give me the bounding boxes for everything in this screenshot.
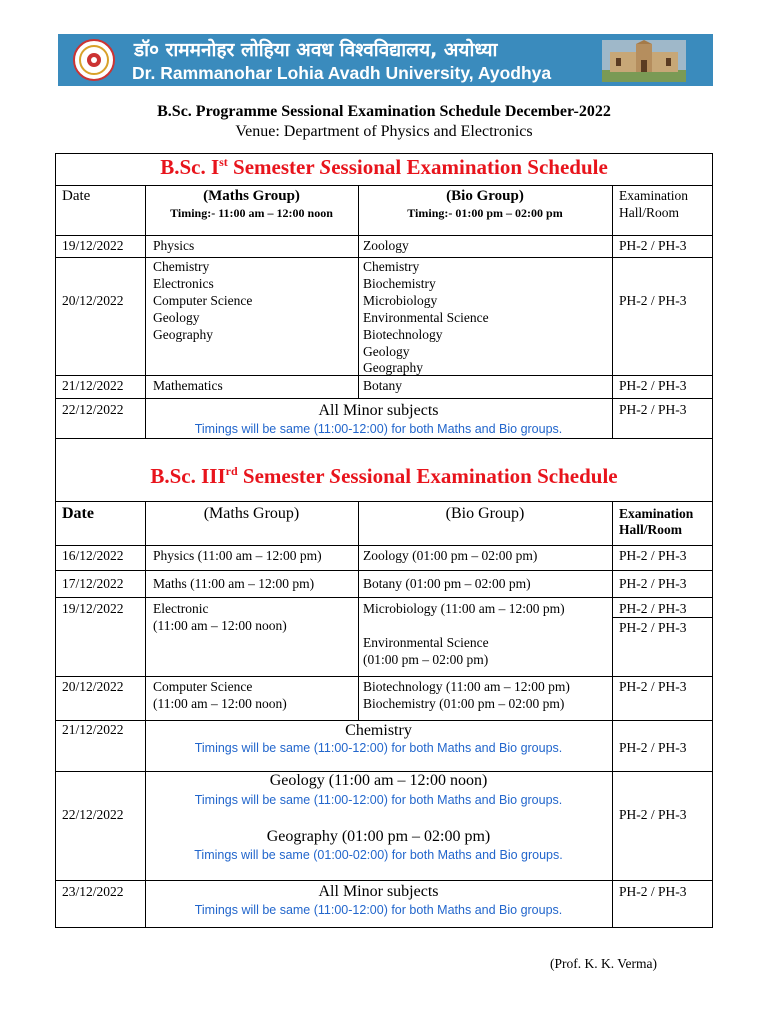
table-cell-maths: Electronics (153, 276, 214, 291)
table-cell-bio: (01:00 pm – 02:00 pm) (363, 652, 489, 667)
table-rule (55, 720, 713, 721)
table-cell-hall: PH-2 / PH-3 (619, 620, 687, 635)
timing-note: Timings will be same (11:00-12:00) for both Maths and Bio groups. (194, 903, 563, 917)
table-cell-maths: Mathematics (153, 378, 223, 393)
table-cell-bio: Environmental Science (363, 310, 489, 325)
table-cell-bio: Botany (01:00 pm – 02:00 pm) (363, 576, 531, 591)
table-cell-date: 21/12/2022 (62, 722, 124, 737)
table-cell-date: 21/12/2022 (62, 378, 124, 393)
sem3-col-hall-1: Examination (619, 506, 694, 521)
sem3-col-date: Date (62, 505, 94, 522)
timing-note: Timings will be same (11:00-12:00) for both Maths and Bio groups. (194, 741, 563, 755)
table-cell-hall: PH-2 / PH-3 (619, 884, 687, 899)
table-rule (55, 880, 713, 881)
table-cell-maths: Maths (11:00 am – 12:00 pm) (153, 576, 315, 591)
table-cell-date: 20/12/2022 (62, 679, 124, 694)
table-cell-bio: Biochemistry (01:00 pm – 02:00 pm) (363, 696, 565, 711)
university-logo-icon (70, 38, 118, 82)
table-rule (145, 185, 146, 438)
table-cell-hall: PH-2 / PH-3 (619, 378, 687, 393)
table-cell-hall: PH-2 / PH-3 (619, 238, 687, 253)
table-cell-subject: All Minor subjects (318, 402, 439, 419)
table-cell-hall: PH-2 / PH-3 (619, 740, 687, 755)
table-cell-hall: PH-2 / PH-3 (619, 293, 687, 308)
table-cell-date: 20/12/2022 (62, 293, 124, 308)
table-cell-subject: Chemistry (345, 722, 412, 739)
table-cell-hall: PH-2 / PH-3 (619, 807, 687, 822)
timing-note: Timings will be same (01:00-02:00) for both Maths and Bio groups. (194, 848, 563, 862)
table-cell-bio: Microbiology (363, 293, 438, 308)
table-rule (55, 676, 713, 677)
table-rule (612, 617, 713, 618)
sem1-col-hall-1: Examination (619, 188, 688, 203)
table-cell-hall: PH-2 / PH-3 (619, 576, 687, 591)
university-name-hindi: डॉ० राममनोहर लोहिया अवध विश्वविद्यालय, अयोध्या (134, 39, 498, 61)
table-cell-bio: Biochemistry (363, 276, 436, 291)
table-cell-date: 19/12/2022 (62, 601, 124, 616)
table-cell-maths: Geology (153, 310, 200, 325)
table-cell-date: 23/12/2022 (62, 884, 124, 899)
sem1-heading: B.Sc. Ist Semester Sessional Examination Schedule (160, 155, 608, 179)
table-cell-bio: Biotechnology (363, 327, 443, 342)
signature: (Prof. K. K. Verma) (550, 956, 657, 971)
sem1-col-bio: (Bio Group) (446, 188, 524, 204)
table-cell-maths: (11:00 am – 12:00 noon) (153, 618, 287, 633)
table-cell-hall: PH-2 / PH-3 (619, 601, 687, 616)
sem1-col-hall-2: Hall/Room (619, 205, 679, 220)
table-cell-date: 17/12/2022 (62, 576, 124, 591)
table-rule (55, 501, 713, 502)
table-cell-maths: Computer Science (153, 679, 253, 694)
table-cell-maths: (11:00 am – 12:00 noon) (153, 696, 287, 711)
table-cell-bio: Geology (363, 344, 410, 359)
table-rule (55, 545, 713, 546)
sem1-col-maths: (Maths Group) (203, 188, 300, 204)
table-cell-bio: Microbiology (11:00 am – 12:00 pm) (363, 601, 565, 616)
table-rule (612, 501, 613, 928)
table-rule (612, 185, 613, 438)
table-cell-bio: Zoology (363, 238, 409, 253)
table-cell-hall: PH-2 / PH-3 (619, 548, 687, 563)
timing-note: Timings will be same (11:00-12:00) for both Maths and Bio groups. (194, 793, 563, 807)
sem3-col-maths: (Maths Group) (203, 505, 300, 522)
table-cell-maths: Physics (153, 238, 195, 253)
table-rule (55, 235, 713, 236)
table-cell-bio: Chemistry (363, 259, 420, 274)
table-rule (358, 501, 359, 720)
table-cell-date: 16/12/2022 (62, 548, 124, 563)
timing-note: Timings will be same (11:00-12:00) for both Maths and Bio groups. (194, 422, 563, 436)
table-cell-subject: Geography (01:00 pm – 02:00 pm) (266, 828, 491, 845)
table-cell-date: 22/12/2022 (62, 807, 124, 822)
sem3-col-bio: (Bio Group) (445, 505, 525, 522)
sem1-bio-timing: Timing:- 01:00 pm – 02:00 pm (407, 206, 563, 220)
table-cell-bio: Geography (363, 360, 423, 375)
table-rule (55, 597, 713, 598)
table-cell-bio: Zoology (01:00 pm – 02:00 pm) (363, 548, 538, 563)
table-cell-maths: Chemistry (153, 259, 210, 274)
table-cell-hall: PH-2 / PH-3 (619, 402, 687, 417)
document-venue: Venue: Department of Physics and Electronics (235, 123, 533, 140)
table-cell-subject: Geology (11:00 am – 12:00 noon) (269, 772, 488, 789)
table-cell-maths: Physics (11:00 am – 12:00 pm) (153, 548, 322, 563)
table-cell-maths: Computer Science (153, 293, 253, 308)
table-cell-maths: Electronic (153, 601, 209, 616)
table-cell-bio: Botany (363, 378, 402, 393)
sem3-col-hall-2: Hall/Room (619, 522, 682, 537)
document-title: B.Sc. Programme Sessional Examination Schedule December-2022 (157, 103, 611, 120)
table-rule (55, 398, 713, 399)
table-cell-bio: Environmental Science (363, 635, 489, 650)
table-rule (55, 570, 713, 571)
table-rule (55, 185, 713, 186)
sem1-col-date: Date (62, 188, 91, 204)
sem1-maths-timing: Timing:- 11:00 am – 12:00 noon (170, 206, 333, 220)
table-rule (55, 438, 713, 439)
table-cell-bio: Biotechnology (11:00 am – 12:00 pm) (363, 679, 570, 694)
table-cell-maths: Geography (153, 327, 213, 342)
table-rule (145, 501, 146, 928)
university-name-english: Dr. Rammanohar Lohia Avadh University, Ayodhya (132, 63, 552, 83)
table-cell-subject: All Minor subjects (318, 883, 439, 900)
table-cell-date: 22/12/2022 (62, 402, 124, 417)
university-building-icon (602, 40, 686, 82)
table-cell-date: 19/12/2022 (62, 238, 124, 253)
table-cell-hall: PH-2 / PH-3 (619, 679, 687, 694)
sem3-heading: B.Sc. IIIrd Semester Sessional Examination Schedule (150, 464, 618, 488)
